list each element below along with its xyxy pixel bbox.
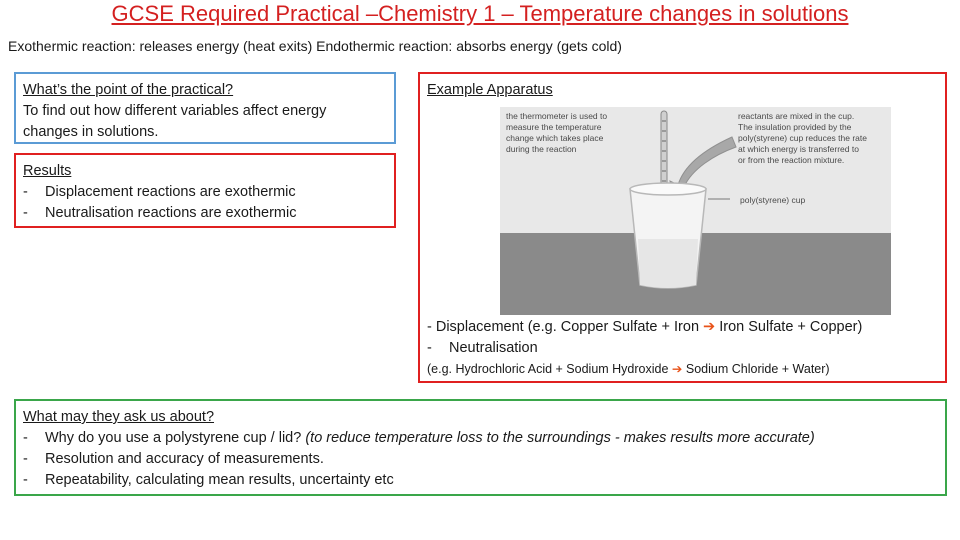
right-arrow-icon: ➔ xyxy=(703,319,716,335)
note-neutralisation-example: (e.g. Hydrochloric Acid + Sodium Hydroxide ➔ Sodium Chloride + Water) xyxy=(427,362,830,376)
reactants-caption: reactants are mixed in the cup. The insulation provided by the poly(styrene) cup reduces the rate at which energy is transferred to or from the reaction mixture. xyxy=(738,111,867,165)
cup-caption: poly(styrene) cup xyxy=(740,195,806,205)
questions-box xyxy=(14,399,947,496)
list-item: - Displacement reactions are exothermic xyxy=(23,184,296,200)
cup-icon xyxy=(630,183,706,288)
results-box xyxy=(14,153,396,228)
point-box xyxy=(14,72,396,144)
list-item: - Why do you use a polystyrene cup / lid? (to reduce temperature loss to the surroundings - makes results more accurate) xyxy=(23,430,815,446)
list-item: - Resolution and accuracy of measurements. xyxy=(23,451,324,467)
point-heading: What’s the point of the practical? xyxy=(23,82,234,98)
right-arrow-icon: ➔ xyxy=(671,362,683,376)
intro-definitions: Exothermic reaction: releases energy (heat exits) Endothermic reaction: absorbs energy (gets cold) xyxy=(8,38,622,54)
apparatus-box xyxy=(418,72,947,383)
apparatus-image xyxy=(500,107,891,315)
results-heading: Results xyxy=(23,163,72,179)
point-text: To find out how different variables affect energy changes in solutions. xyxy=(23,103,327,140)
list-item: - Neutralisation reactions are exothermic xyxy=(23,205,297,221)
note-displacement: - Displacement (e.g. Copper Sulfate + Iron ➔ Iron Sulfate + Copper) xyxy=(427,319,863,335)
list-item: - Repeatability, calculating mean results, uncertainty etc xyxy=(23,472,394,488)
apparatus-heading: Example Apparatus xyxy=(427,82,553,98)
page-title: GCSE Required Practical –Chemistry 1 – Temperature changes in solutions xyxy=(111,1,849,26)
note-neutralisation: - Neutralisation xyxy=(427,340,538,356)
questions-heading: What may they ask us about? xyxy=(23,409,215,425)
apparatus-notes xyxy=(427,317,862,380)
thermometer-caption: the thermometer is used to measure the temperature change which takes place during the reaction xyxy=(506,111,608,154)
